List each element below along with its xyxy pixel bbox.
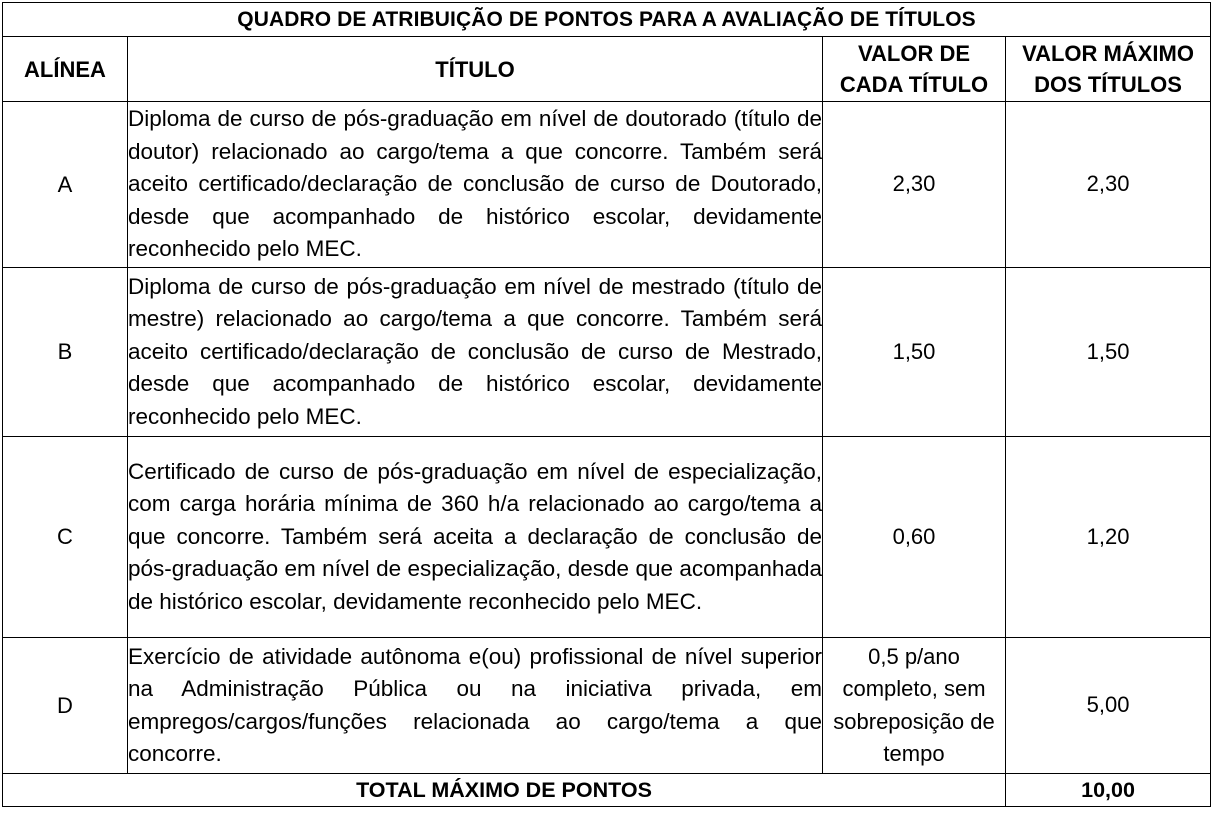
row-valor-cada: 0,5 p/ano completo, sem sobreposição de tempo bbox=[823, 638, 1006, 774]
table-header-row bbox=[3, 37, 1211, 102]
header-alinea: ALÍNEA bbox=[3, 37, 128, 102]
row-valor-max: 2,30 bbox=[1006, 102, 1211, 268]
row-titulo: Certificado de curso de pós-graduação em nível de especialização, com carga horária mínima de 360 h/a relacionado ao cargo/tema a que concorre. Também será aceita a declaração de conclusão de pós-graduação em nível de especialização, desde que acompanhada de histórico escolar, devidamente reconhecido pelo MEC. bbox=[128, 437, 823, 638]
total-value: 10,00 bbox=[1006, 774, 1211, 807]
row-valor-cada: 2,30 bbox=[823, 102, 1006, 268]
table-row bbox=[3, 268, 1211, 437]
table-row bbox=[3, 437, 1211, 638]
header-valor-cada bbox=[823, 37, 1006, 102]
table-row bbox=[3, 638, 1211, 774]
row-valor-cada: 1,50 bbox=[823, 268, 1006, 437]
header-valor-cada-line2: CADA TÍTULO bbox=[839, 72, 989, 97]
header-valor-max bbox=[1006, 37, 1211, 102]
row-alinea: C bbox=[3, 437, 128, 638]
total-label: TOTAL MÁXIMO DE PONTOS bbox=[3, 774, 1006, 807]
row-alinea: D bbox=[3, 638, 128, 774]
table-row bbox=[3, 102, 1211, 268]
table-caption: QUADRO DE ATRIBUIÇÃO DE PONTOS PARA A AVALIAÇÃO DE TÍTULOS bbox=[3, 3, 1211, 37]
table-caption-row bbox=[3, 3, 1211, 37]
row-alinea: A bbox=[3, 102, 128, 268]
row-titulo: Diploma de curso de pós-graduação em nível de mestrado (título de mestre) relacionado ao cargo/tema a que concorre. Também será aceito certificado/declaração de conclusão de curso de Mestrado, desde que acompanhado de histórico escolar, devidamente reconhecido pelo MEC. bbox=[128, 268, 823, 437]
header-titulo: TÍTULO bbox=[128, 37, 823, 102]
row-titulo: Exercício de atividade autônoma e(ou) profissional de nível superior na Administração Pública ou na iniciativa privada, em empregos/cargos/funções relacionada ao cargo/tema a que concorre. bbox=[128, 638, 823, 774]
header-valor-cada-line1: VALOR DE bbox=[857, 41, 971, 66]
total-row bbox=[3, 774, 1211, 807]
row-valor-max: 1,20 bbox=[1006, 437, 1211, 638]
row-valor-cada: 0,60 bbox=[823, 437, 1006, 638]
row-titulo: Diploma de curso de pós-graduação em nível de doutorado (título de doutor) relacionado ao cargo/tema a que concorre. Também será aceito certificado/declaração de conclusão de curso de Doutorado, desde que acompanhado de histórico escolar, devidamente reconhecido pelo MEC. bbox=[128, 102, 823, 268]
titles-points-table bbox=[2, 2, 1211, 807]
header-valor-max-line1: VALOR MÁXIMO bbox=[1022, 41, 1194, 66]
row-valor-max: 5,00 bbox=[1006, 638, 1211, 774]
header-valor-max-line2: DOS TÍTULOS bbox=[1034, 72, 1182, 97]
row-alinea: B bbox=[3, 268, 128, 437]
row-valor-max: 1,50 bbox=[1006, 268, 1211, 437]
